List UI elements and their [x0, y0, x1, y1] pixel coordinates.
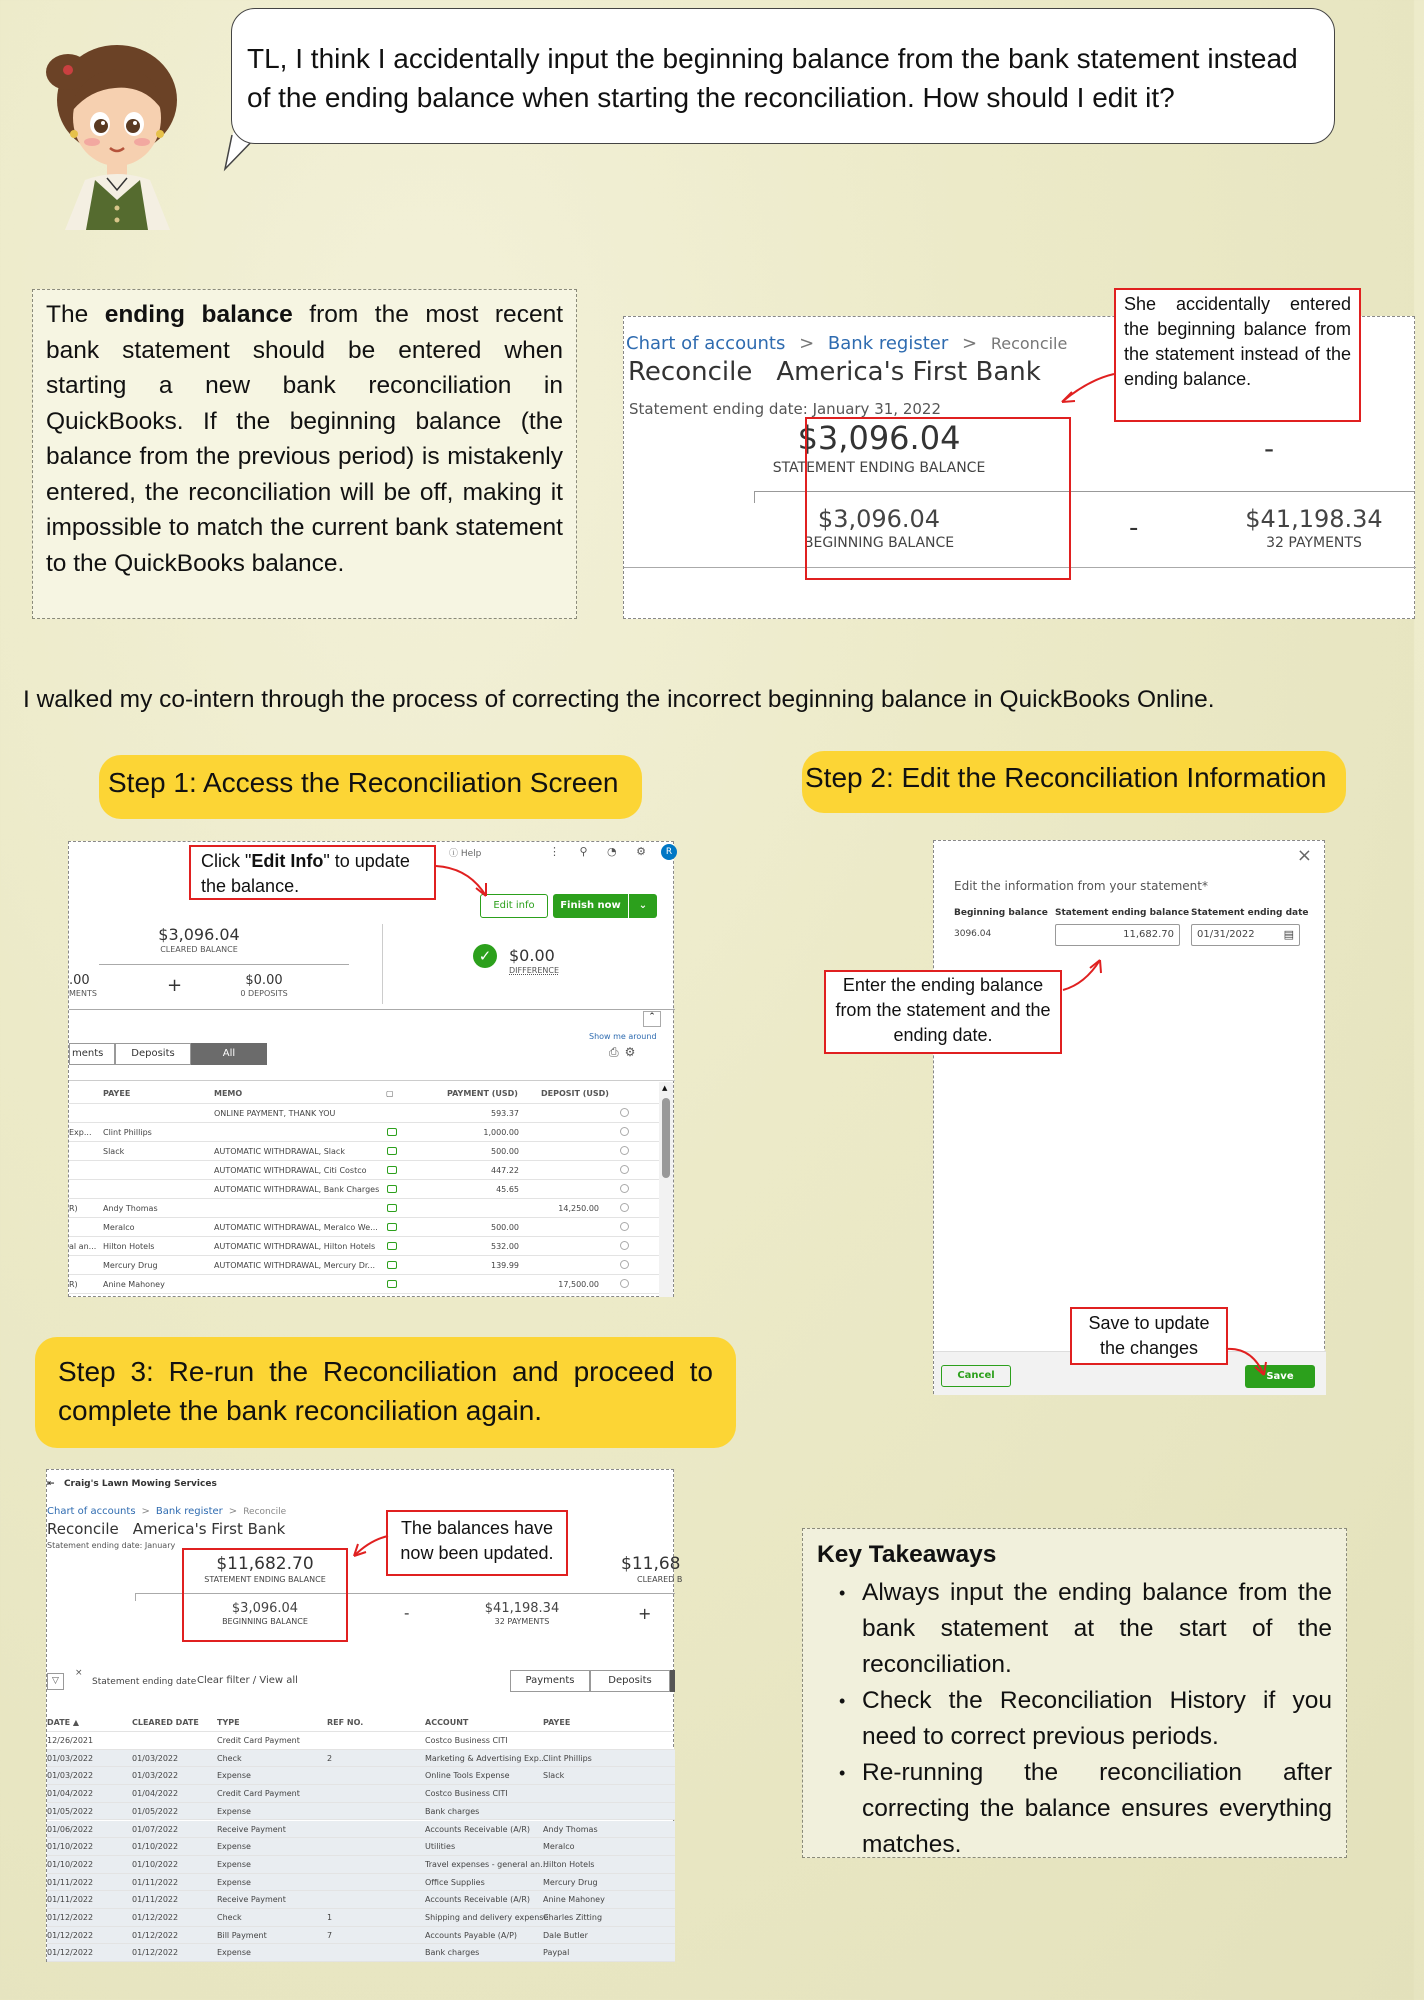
ending-balance-label: STATEMENT ENDING BALANCE — [772, 460, 986, 476]
step1-pill: Step 1: Access the Reconciliation Screen — [99, 755, 642, 819]
arrow-callout-updated — [350, 1532, 390, 1562]
clear-radio[interactable] — [620, 1146, 629, 1155]
toolbar-icons[interactable]: ⋮ ⚲ ◔ ⚙ — [549, 845, 655, 858]
table-row[interactable]: R) Andy Thomas 14,250.00 — [69, 1199, 659, 1218]
table-row[interactable]: 01/04/2022 01/04/2022 Credit Card Payment Costco Business CITI — [47, 1785, 675, 1803]
table-row[interactable]: 01/12/2022 01/12/2022 Bill Payment 7 Accounts Payable (A/P) Dale Butler — [47, 1927, 675, 1945]
crumb-bank-register[interactable]: Bank register — [827, 333, 949, 354]
collapse-icon[interactable]: ⌃ — [643, 1011, 661, 1027]
table-row[interactable]: AUTOMATIC WITHDRAWAL, Citi Costco 447.22 — [69, 1161, 659, 1180]
intern-avatar — [30, 30, 205, 230]
tab-deposits[interactable]: Deposits — [115, 1043, 191, 1065]
show-me-around-link[interactable]: Show me around — [589, 1032, 657, 1041]
table-row[interactable]: al an... Hilton Hotels AUTOMATIC WITHDRAWAL, Hilton Hotels 532.00 — [69, 1237, 659, 1256]
ending-balance-value: $3,096.04 — [797, 419, 961, 457]
avatar-icon[interactable]: R — [661, 844, 677, 860]
arrow-callout-ending — [1060, 956, 1108, 996]
tab-payments[interactable]: ments — [69, 1043, 115, 1065]
takeaway-item: • Check the Reconciliation History if you need to correct previous periods. — [817, 1683, 1332, 1755]
arrow-callout-save — [1224, 1345, 1276, 1379]
ending-balance-input[interactable]: 11,682.70 — [1055, 924, 1180, 946]
takeaways-title: Key Takeaways — [817, 1541, 997, 1568]
step3-pill: Step 3: Re-run the Reconciliation and proceed to complete the bank reconciliation again. — [35, 1337, 736, 1448]
table-row[interactable]: 01/10/2022 01/10/2022 Expense Utilities Meralco — [47, 1838, 675, 1856]
attachment-icon[interactable] — [387, 1185, 397, 1193]
print-settings-icons[interactable]: ⎙⚙ — [609, 1045, 642, 1059]
new-ending-balance: $11,682.70 — [216, 1554, 314, 1574]
payments-label: 32 PAYMENTS — [1266, 535, 1362, 551]
check-icon: ✓ — [473, 944, 497, 968]
step1-table: PAYEE MEMO ▢ PAYMENT (USD) DEPOSIT (USD) ONLINE PAYMENT, THANK YOU 593.37 Exp... Clint Phillips 1,000.00 Slack AUTOMATIC WITHDRAWAL, Slack 500.00 AUTOMATIC WITHDRAWAL, Citi Costco 447.22 AUTOMATIC WITHDRAWAL, Bank Charges 45.65 R) Andy Thomas 14,250.00 Meralco AUTOMATIC WITHDRAWAL, Meralco We... 500.00 al an... Hilton Hotels AUTOMATIC WITHDRAWAL, Hilton Hotels 532.00 Mercury Drug AUTOMATIC WITHDRAWAL, Mercury Dr... 139.99 R) Anine Mahoney 17,500.00 — [69, 1082, 659, 1297]
walkthrough-text: I walked my co-intern through the process of correcting the incorrect beginning balance in QuickBooks Online. — [23, 686, 1215, 713]
question-bubble: TL, I think I accidentally input the beginning balance from the bank statement instead of the ending balance when starting the reconciliation. How should I edit it? — [231, 8, 1335, 144]
arrow-callout-1 — [1058, 372, 1128, 406]
tab-deposits-3[interactable]: Deposits — [590, 1670, 670, 1692]
beginning-balance-field: 3096.04 — [954, 929, 992, 939]
table-row[interactable]: 01/11/2022 01/11/2022 Expense Office Supplies Mercury Drug — [47, 1874, 675, 1892]
attachment-icon[interactable] — [387, 1280, 397, 1288]
clear-radio[interactable] — [620, 1241, 629, 1250]
reconcile-title: Reconcile — [628, 357, 753, 387]
edit-dialog-screenshot: × Edit the information from your statement* Beginning balance Statement ending balance Statement ending date 3096.04 11,682.70 01/31/2022 ▤ Cancel Save — [933, 840, 1325, 1394]
edit-info-button[interactable]: Edit info — [480, 894, 548, 918]
highlight-balances — [805, 417, 1071, 580]
table-row[interactable]: 12/26/2021 Credit Card Payment Costco Business CITI — [47, 1732, 675, 1750]
close-icon[interactable]: × — [1296, 845, 1312, 866]
table-row[interactable]: Mercury Drug AUTOMATIC WITHDRAWAL, Mercury Dr... 139.99 — [69, 1256, 659, 1275]
attachment-icon[interactable] — [387, 1147, 397, 1155]
table-row[interactable]: Meralco AUTOMATIC WITHDRAWAL, Meralco We... 500.00 — [69, 1218, 659, 1237]
arrow-callout-edit — [434, 862, 494, 902]
ending-date-input[interactable]: 01/31/2022 ▤ — [1191, 924, 1300, 946]
clear-radio[interactable] — [620, 1108, 629, 1117]
tab-all[interactable]: All — [191, 1043, 267, 1065]
table-row[interactable]: 01/05/2022 01/05/2022 Expense Bank charges — [47, 1803, 675, 1821]
key-takeaways — [802, 1528, 1347, 1858]
calendar-icon: ▤ — [1283, 928, 1294, 941]
takeaway-item: • Re-running the reconciliation after correcting the balance ensures everything matches. — [817, 1755, 1332, 1863]
step3-screenshot: ⇤ Craig's Lawn Mowing Services Chart of accounts > Bank register > Reconcile Reconcile America's First Bank Statement ending date: January $11,682.70 STATEMENT ENDING BALANCE $11,68 CLEARED B $3,096.04 BEGINNING BALANCE - $41,198.34 32 PAYMENTS + ▽ × Statement ending date Clear filter / View all Payments Deposits DATE ▲ CLEARED DATE TYPE REF NO. ACCOUNT PAYEE 12/26/2021 Credit Card Payment Costco Business CITI 01/03/2022 01/03/2022 Check 2 Marketing & Advertising Exp... Clint Phillips 01/03/2022 01/03/2022 Expense Online Tools Expense Slack 01/04/2022 01/04/2022 Credit Card Payment Costco Business CITI 01/05/2022 01/05/2022 Expense Bank charges 01/06/2022 01/07/2022 Receive Payment Accounts Receivable (A/R) Andy Thomas 01/10/2022 01/10/2022 Expense Utilities Meralco 01/10/2022 01/10/2022 Expense Travel expenses - general an... Hilton Hotels 01/11/2022 01/11/2022 Expense Office Supplies Mercury Drug 01/11/2022 01/11/2022 Receive Payment Accounts Receivable (A/R) Anine Mahoney 01/12/2022 01/12/2022 Check 1 Shipping and delivery expense Charles Zitting 01/12/2022 01/12/2022 Bill Payment 7 Accounts Payable (A/P) Dale Butler 01/12/2022 01/12/2022 Expense Bank charges Paypal — [46, 1469, 674, 1962]
finish-now-button[interactable]: Finish now — [553, 894, 628, 918]
company-name: Craig's Lawn Mowing Services — [63, 1479, 217, 1489]
takeaway-item: • Always input the ending balance from the bank statement at the start of the reconciliation. — [817, 1575, 1332, 1683]
dialog-heading: Edit the information from your statement* — [954, 879, 1208, 893]
cancel-button[interactable]: Cancel — [941, 1365, 1011, 1387]
clear-radio[interactable] — [620, 1184, 629, 1193]
attachment-icon[interactable] — [387, 1242, 397, 1250]
clear-radio[interactable] — [620, 1127, 629, 1136]
step1-screenshot: ⓘ Help ⋮ ⚲ ◔ ⚙ R Edit info Finish now ⌄ $3,096.04 CLEARED BALANCE .00 MENTS + $0.00 0 DEPOSITS ✓ $0.00 DIFFERENCE ⌃ Show me around ments Deposits All ⎙⚙ PAYEE MEMO ▢ PAYMENT (USD) DEPOSIT (USD) ONLINE PAYMENT, THANK YOU 593.37 Exp... Clint Phillips 1,000.00 Slack AUTOMATIC WITHDRAWAL, Slack 500.00 AUTOMATIC WITHDRAWAL, Citi Costco 447.22 AUTOMATIC WITHDRAWAL, Bank Charges 45.65 R) Andy Thomas 14,250.00 Meralco AUTOMATIC WITHDRAWAL, Meralco We... 500.00 al an... Hilton Hotels AUTOMATIC WITHDRAWAL, Hilton Hotels 532.00 Mercury Drug AUTOMATIC WITHDRAWAL, Mercury Dr... 139.99 R) Anine Mahoney 17,500.00 ▲ — [68, 841, 674, 1297]
table-row[interactable]: 01/06/2022 01/07/2022 Receive Payment Accounts Receivable (A/R) Andy Thomas — [47, 1821, 675, 1839]
callout-save: Save to update the changes — [1070, 1307, 1228, 1365]
highlight-updated-balances — [182, 1548, 348, 1642]
tab-payments-3[interactable]: Payments — [510, 1670, 590, 1692]
beginning-balance-label: BEGINNING BALANCE — [803, 535, 955, 551]
save-button[interactable]: Save — [1245, 1365, 1315, 1388]
crumb-chart-accounts-3[interactable]: Chart of accounts — [47, 1506, 136, 1517]
clear-radio[interactable] — [620, 1222, 629, 1231]
attachment-icon[interactable] — [387, 1261, 397, 1269]
attachment-icon[interactable] — [387, 1223, 397, 1231]
attachment-icon[interactable] — [387, 1204, 397, 1212]
step3-table: DATE ▲ CLEARED DATE TYPE REF NO. ACCOUNT PAYEE 12/26/2021 Credit Card Payment Costco Business CITI 01/03/2022 01/03/2022 Check 2 Marketing & Advertising Exp... Clint Phillips 01/03/2022 01/03/2022 Expense Online Tools Expense Slack 01/04/2022 01/04/2022 Credit Card Payment Costco Business CITI 01/05/2022 01/05/2022 Expense Bank charges 01/06/2022 01/07/2022 Receive Payment Accounts Receivable (A/R) Andy Thomas 01/10/2022 01/10/2022 Expense Utilities Meralco 01/10/2022 01/10/2022 Expense Travel expenses - general an... Hilton Hotels 01/11/2022 01/11/2022 Expense Office Supplies Mercury Drug 01/11/2022 01/11/2022 Receive Payment Accounts Receivable (A/R) Anine Mahoney 01/12/2022 01/12/2022 Check 1 Shipping and delivery expense Charles Zitting 01/12/2022 01/12/2022 Bill Payment 7 Accounts Payable (A/P) Dale Butler 01/12/2022 01/12/2022 Expense Bank charges Paypal — [47, 1710, 675, 1963]
callout-mistake: She accidentally entered the beginning balance from the statement instead of the ending balance. — [1114, 288, 1361, 422]
table-row[interactable]: AUTOMATIC WITHDRAWAL, Bank Charges 45.65 — [69, 1180, 659, 1199]
crumb-reconcile: Reconcile — [990, 334, 1068, 353]
table-row[interactable]: ONLINE PAYMENT, THANK YOU 593.37 — [69, 1104, 659, 1123]
table-row[interactable]: 01/03/2022 01/03/2022 Check 2 Marketing & Advertising Exp... Clint Phillips — [47, 1750, 675, 1768]
table-row[interactable]: 01/11/2022 01/11/2022 Receive Payment Accounts Receivable (A/R) Anine Mahoney — [47, 1891, 675, 1909]
table-row[interactable]: 01/03/2022 01/03/2022 Expense Online Tools Expense Slack — [47, 1767, 675, 1785]
table-row[interactable]: Slack AUTOMATIC WITHDRAWAL, Slack 500.00 — [69, 1142, 659, 1161]
crumb-bank-register-3[interactable]: Bank register — [155, 1506, 223, 1517]
attachment-icon[interactable] — [387, 1166, 397, 1174]
callout-edit-info: Click "Edit Info" to update the balance. — [189, 845, 436, 900]
beginning-balance-value: $3,096.04 — [817, 505, 941, 533]
table-row[interactable]: Exp... Clint Phillips 1,000.00 — [69, 1123, 659, 1142]
clear-radio[interactable] — [620, 1279, 629, 1288]
callout-enter-ending: Enter the ending balance from the statement and the ending date. — [824, 970, 1062, 1054]
statement-date: Statement ending date: January 31, 2022 — [629, 400, 941, 418]
filter-icon[interactable]: ▽ — [47, 1673, 64, 1690]
crumb-chart-accounts[interactable]: Chart of accounts — [626, 333, 786, 354]
table-row[interactable]: 01/12/2022 01/12/2022 Expense Bank charges Paypal — [47, 1944, 675, 1962]
table-row[interactable]: 01/12/2022 01/12/2022 Check 1 Shipping and delivery expense Charles Zitting — [47, 1909, 675, 1927]
table-row[interactable]: R) Anine Mahoney 17,500.00 — [69, 1275, 659, 1294]
step2-pill: Step 2: Edit the Reconciliation Information — [802, 751, 1346, 813]
account-name: America's First Bank — [776, 357, 1041, 387]
clear-x-icon[interactable]: × — [75, 1668, 83, 1678]
clear-filter-link[interactable]: Clear filter / View all — [197, 1675, 298, 1686]
clear-radio[interactable] — [620, 1260, 629, 1269]
payments-value: $41,198.34 — [1245, 505, 1383, 533]
callout-updated: The balances have now been updated. — [386, 1510, 568, 1576]
clear-radio[interactable] — [620, 1203, 629, 1212]
table-row[interactable]: 01/10/2022 01/10/2022 Expense Travel expenses - general an... Hilton Hotels — [47, 1856, 675, 1874]
clear-radio[interactable] — [620, 1165, 629, 1174]
reconcile-screenshot-1: Chart of accounts > Bank register > Reconcile Reconcile America's First Bank Statement ending date: January 31, 2022 $3,096.04 STATEMENT ENDING BALANCE - $3,096.04 BEGINNING BALANCE - $41,198.34 32 PAYMENTS — [623, 316, 1415, 619]
help-link[interactable]: ⓘ Help — [449, 849, 482, 859]
intro-paragraph: The ending balance from the most recent bank statement should be entered when starting a new bank reconciliation in QuickBooks. If the beginning balance (the balance from the previous period) is mistakenly entered, the reconciliation will be off, making it impossible to match the current bank statement to the QuickBooks balance. — [32, 289, 577, 619]
intro-bold: ending balance — [104, 301, 293, 328]
chevron-down-icon[interactable]: ⌄ — [629, 894, 657, 918]
attachment-icon[interactable] — [387, 1128, 397, 1136]
